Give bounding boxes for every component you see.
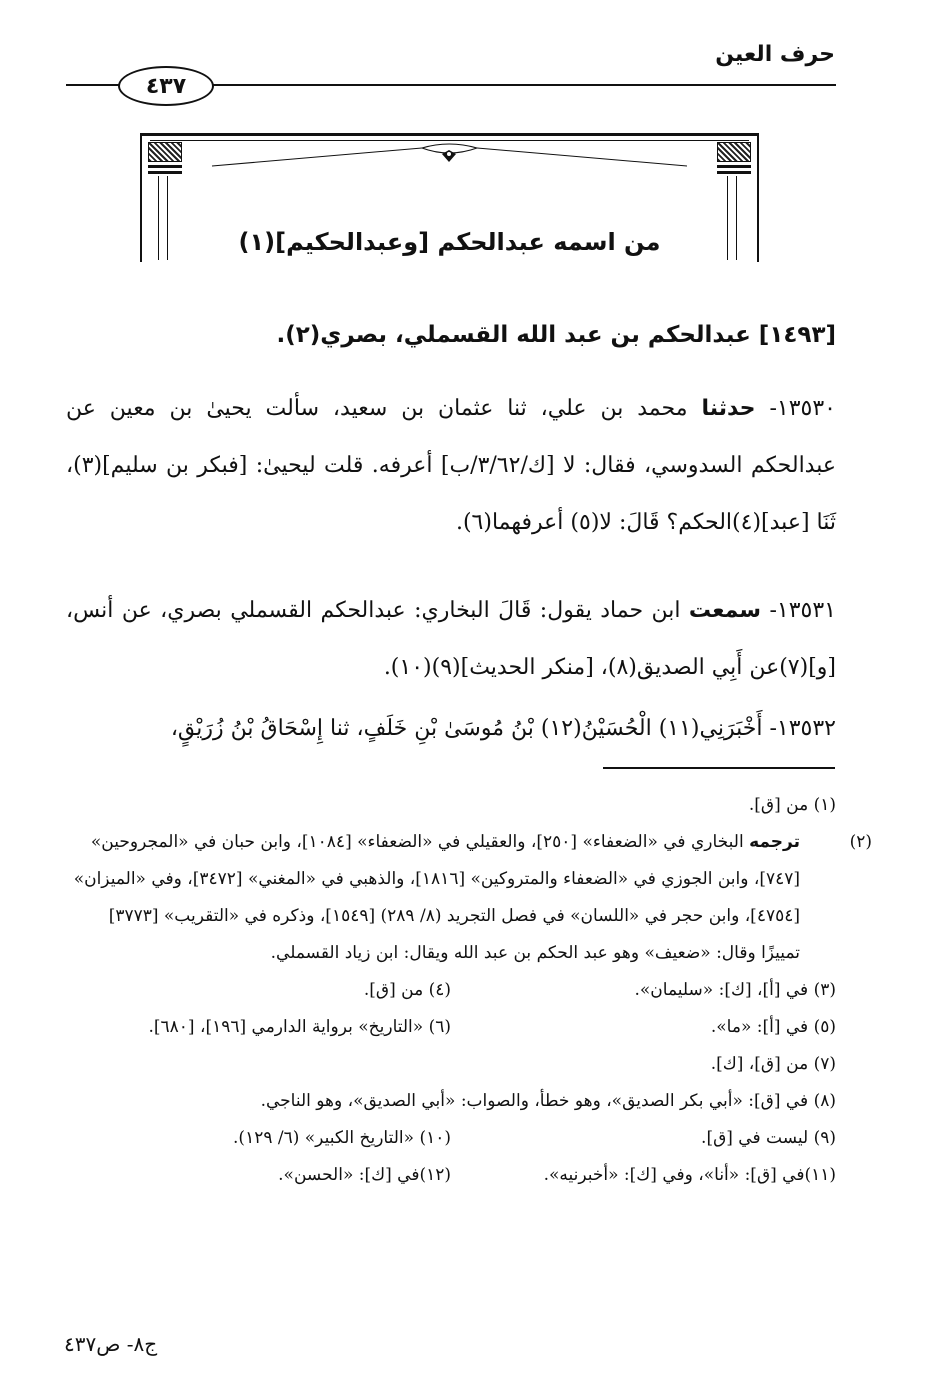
footnote-2-text: البخاري في «الضعفاء» [٢٥٠]، والعقيلي في «الضعفاء» [١٠٨٤]، وابن حبان في «المجروحين» [٧٤٧]، وابن الجوزي في «الضعفاء والمتروكين» [١٨١٦]، والذهبي في «المغني» [٣٤٧٢]، وفي «الميزان» [٤٧٥٤]، وابن حجر في «اللسان» في فصل التجريد (٨/ ٢٨٩) [١٥٤٩]، وذكره في «التقريب» [٣٧٧٣] تمييزًا وقال: «ضعيف» وهو عبد الحكم بن عبد الله ويقال: ابن زياد القسملي. bbox=[73, 832, 800, 963]
narration-number: ١٣٥٣٠- bbox=[769, 396, 836, 421]
footnote-2-number: (٢) bbox=[849, 832, 872, 852]
narration-text: أَخْبَرَنِي(١١) الْحُسَيْنُ(١٢) بْنُ مُوسَىٰ بْنِ خَلَفٍ، ثنا إِسْحَاقُ بْنُ زُرَيْقٍ، bbox=[170, 716, 763, 741]
narration-text: محمد بن علي، ثنا عثمان بن سعيد، سألت يحيىٰ بن معين عن عبدالحكم السدوسي، فقال: لا [ك/٣/٦٢/ب] أعرفه. قلت ليحيىٰ: [فبكر بن سليم](٣)، ثَنَا [عبد](٤)الحكم؟ قَالَ: لا(٥) أعرفهما(٦). bbox=[66, 396, 836, 535]
footnote-4: (٤) من [ق]. bbox=[363, 980, 451, 1000]
footnote-5: (٥) في [أ]: «ما». bbox=[710, 1017, 836, 1037]
narration-lead: حدثنا bbox=[701, 396, 756, 421]
footnote-row-5-6 bbox=[66, 1009, 836, 1046]
footnote-1: (١) من [ق]. bbox=[748, 795, 836, 815]
footnote-2-lead: ترجمه bbox=[749, 832, 800, 852]
entry-heading: [١٤٩٣] عبدالحكم بن عبد الله القسملي، بصري(٢). bbox=[276, 322, 836, 348]
footnote-9: (٩) ليست في [ق]. bbox=[701, 1128, 836, 1148]
page-number-badge: ٤٣٧ bbox=[118, 66, 214, 106]
footnote-6: (٦) «التاريخ» برواية الدارمي [١٩٦]، [٦٨٠]. bbox=[148, 1017, 451, 1037]
footnote-10: (١٠) «التاريخ الكبير» (٦/ ١٢٩). bbox=[233, 1128, 451, 1148]
narration-13531 bbox=[66, 582, 836, 696]
narration-13530 bbox=[66, 380, 836, 551]
volume-page-reference: ج٨- ص٤٣٧ bbox=[64, 1332, 158, 1356]
running-header: حرف العين bbox=[715, 42, 835, 67]
narration-13532 bbox=[66, 700, 836, 757]
footnote-3: (٣) في [أ]، [ك]: «سليمان». bbox=[634, 980, 836, 1000]
footnote-7: (٧) من [ق]، [ك]. bbox=[710, 1054, 836, 1074]
ornament-swag-icon bbox=[142, 136, 757, 196]
section-title: من اسمه عبدالحكم [وعبدالحكيم](١) bbox=[238, 228, 661, 256]
footnote-2 bbox=[66, 824, 872, 972]
footnote-row-11-12 bbox=[66, 1157, 836, 1194]
narration-number: ١٣٥٣٢- bbox=[769, 716, 836, 741]
footnote-11: (١١)في [ق]: «أنا»، وفي [ك]: «أخبرنيه». bbox=[543, 1165, 836, 1185]
title-ornament-frame bbox=[140, 133, 759, 262]
footnote-8: (٨) في [ق]: «أبي بكر الصديق»، وهو خطأ، والصواب: «أبي الصديق»، وهو الناجي. bbox=[260, 1091, 836, 1111]
footnote-12: (١٢)في [ك]: «الحسن». bbox=[278, 1165, 451, 1185]
footnote-separator bbox=[603, 767, 835, 769]
footnote-row-3-4 bbox=[66, 972, 836, 1009]
footnotes bbox=[66, 787, 872, 1194]
footnote-row-9-10 bbox=[66, 1120, 836, 1157]
narration-text: ابن حماد يقول: قَالَ البخاري: عبدالحكم القسملي بصري، عن أنس، [و](٧)عن أَبِي الصديق(٨)، [منكر الحديث](٩)(١٠). bbox=[66, 598, 836, 680]
narration-number: ١٣٥٣١- bbox=[769, 598, 836, 623]
narration-lead: سمعت bbox=[688, 598, 762, 623]
